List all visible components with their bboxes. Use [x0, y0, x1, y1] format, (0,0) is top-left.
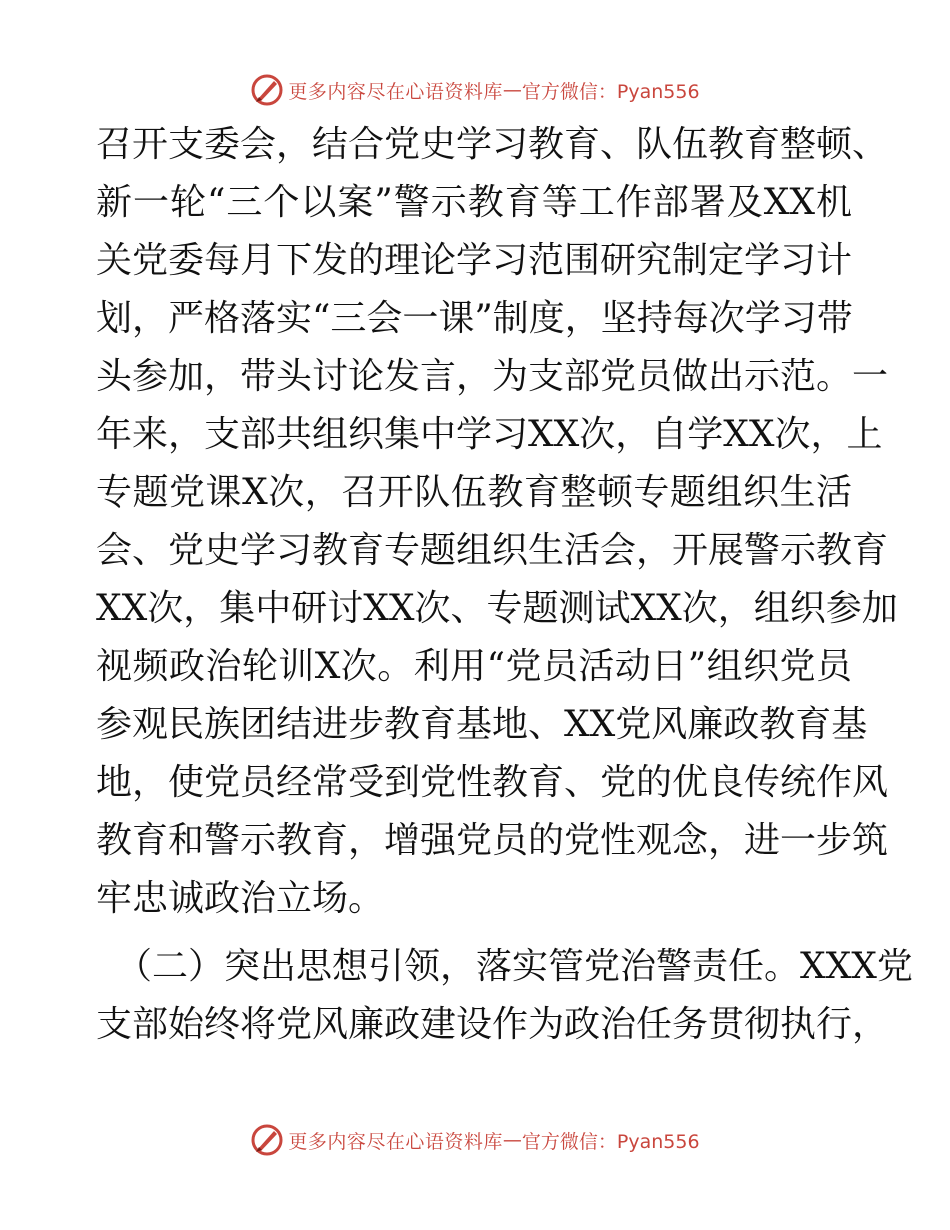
watermark-title: 更多内容尽在心语资料库 [288, 80, 503, 103]
quill-pen-logo-icon [250, 73, 284, 107]
text-line: 参观民族团结进步教育基地、XX党风廉政教育基 [96, 704, 868, 745]
watermark-title: 更多内容尽在心语资料库 [288, 1130, 503, 1153]
watermark-separator: — [502, 1129, 522, 1151]
watermark-separator: — [502, 79, 522, 101]
document-body [96, 116, 913, 1054]
text-line: 新一轮“三个以案”警示教育等工作部署及XX机 [96, 182, 852, 223]
text-line: 划，严格落实“三会一课”制度，坚持每次学习带 [96, 298, 853, 339]
text-line: 支部始终将党风廉政建设作为政治任务贯彻执行， [96, 1004, 889, 1045]
text-line: 视频政治轮训X次。利用“党员活动日”组织党员 [96, 646, 852, 687]
text-line: 专题党课X次，召开队伍教育整顿专题组织生活 [96, 472, 852, 513]
text-line: 教育和警示教育，增强党员的党性观念，进一步筑 [96, 820, 889, 861]
text-line: 年来，支部共组织集中学习XX次，自学XX次，上 [96, 414, 883, 455]
quill-pen-logo-icon [250, 1123, 284, 1157]
text-line: 地，使党员经常受到党性教育、党的优良传统作风 [96, 762, 889, 803]
paragraph-2 [96, 938, 913, 1054]
watermark-contact: 官方微信：Pyan556 [521, 80, 700, 103]
text-line: XX次，集中研讨XX次、专题测试XX次，组织参加 [96, 588, 898, 629]
text-line: 牢忠诚政治立场。 [96, 878, 385, 919]
footer-watermark [0, 1120, 950, 1160]
text-line: 召开支委会，结合党史学习教育、队伍教育整顿、 [96, 124, 889, 165]
paragraph-1 [96, 116, 898, 928]
text-line: 会、党史学习教育专题组织生活会，开展警示教育 [96, 530, 889, 571]
header-watermark [0, 70, 950, 110]
text-line: 头参加，带头讨论发言，为支部党员做出示范。一 [96, 356, 889, 397]
section-heading-line: （二）突出思想引领，落实管党治警责任。XXX党 [116, 946, 913, 987]
text-line: 关党委每月下发的理论学习范围研究制定学习计 [96, 240, 853, 281]
watermark-contact: 官方微信：Pyan556 [521, 1130, 700, 1153]
